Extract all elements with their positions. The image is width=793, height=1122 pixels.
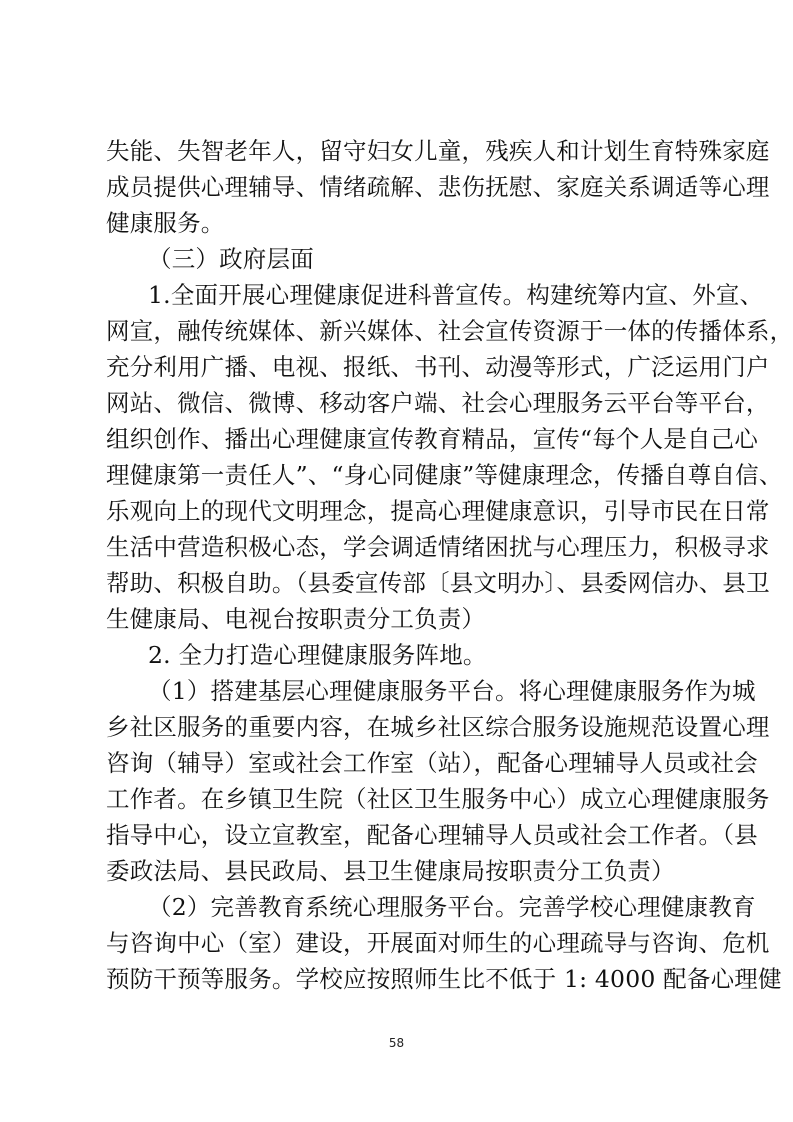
text-line: 指导中心，设立宣教室，配备心理辅导人员或社会工作者。（县 xyxy=(106,821,758,849)
text-line: 与咨询中心（室）建设，开展面对师生的心理疏导与咨询、危机 xyxy=(106,929,770,957)
text-line: （2）完善教育系统心理服务平台。完善学校心理健康教育 xyxy=(148,893,756,921)
section-heading: 2. 全力打造心理健康服务阵地。 xyxy=(148,641,487,669)
section-heading: （三）政府层面 xyxy=(148,245,314,273)
text-line: 预防干预等服务。学校应按照师生比不低于 1: 4000 配备心理健 xyxy=(106,965,782,993)
text-line: 组织创作、播出心理健康宣传教育精品，宣传“每个人是自己心 xyxy=(106,425,759,453)
text-line: 工作者。在乡镇卫生院（社区卫生服务中心）成立心理健康服务 xyxy=(106,785,770,813)
text-line: 委政法局、县民政局、县卫生健康局按职责分工负责） xyxy=(106,857,675,885)
text-line: 网站、微信、微博、移动客户端、社会心理服务云平台等平台， xyxy=(106,389,770,417)
text-line: 咨询（辅导）室或社会工作室（站），配备心理辅导人员或社会 xyxy=(106,749,758,777)
text-line: 乐观向上的现代文明理念，提高心理健康意识，引导市民在日常 xyxy=(106,497,770,525)
text-line: 网宣，融传统媒体、新兴媒体、社会宣传资源于一体的传播体系， xyxy=(106,317,793,345)
text-line: 生健康局、电视台按职责分工负责） xyxy=(106,605,486,633)
text-line: 充分利用广播、电视、报纸、书刊、动漫等形式，广泛运用门户 xyxy=(106,353,770,381)
text-line: 理健康第一责任人”、“身心同健康”等健康理念，传播自尊自信、 xyxy=(106,461,783,489)
page-number: 58 xyxy=(388,1036,405,1050)
text-line: 帮助、积极自助。（县委宣传部〔县文明办〕、县委网信办、县卫 xyxy=(106,569,770,597)
text-line: （1）搭建基层心理健康服务平台。将心理健康服务作为城 xyxy=(148,677,756,705)
text-line: 乡社区服务的重要内容，在城乡社区综合服务设施规范设置心理 xyxy=(106,713,770,741)
text-line: 失能、失智老年人，留守妇女儿童，残疾人和计划生育特殊家庭 xyxy=(106,137,770,165)
text-line: 健康服务。 xyxy=(106,209,225,237)
text-line: 生活中营造积极心态，学会调适情绪困扰与心理压力，积极寻求 xyxy=(106,533,770,561)
text-line: 1.全面开展心理健康促进科普宣传。构建统筹内宣、外宣、 xyxy=(148,281,764,309)
text-line: 成员提供心理辅导、情绪疏解、悲伤抚慰、家庭关系调适等心理 xyxy=(106,173,770,201)
